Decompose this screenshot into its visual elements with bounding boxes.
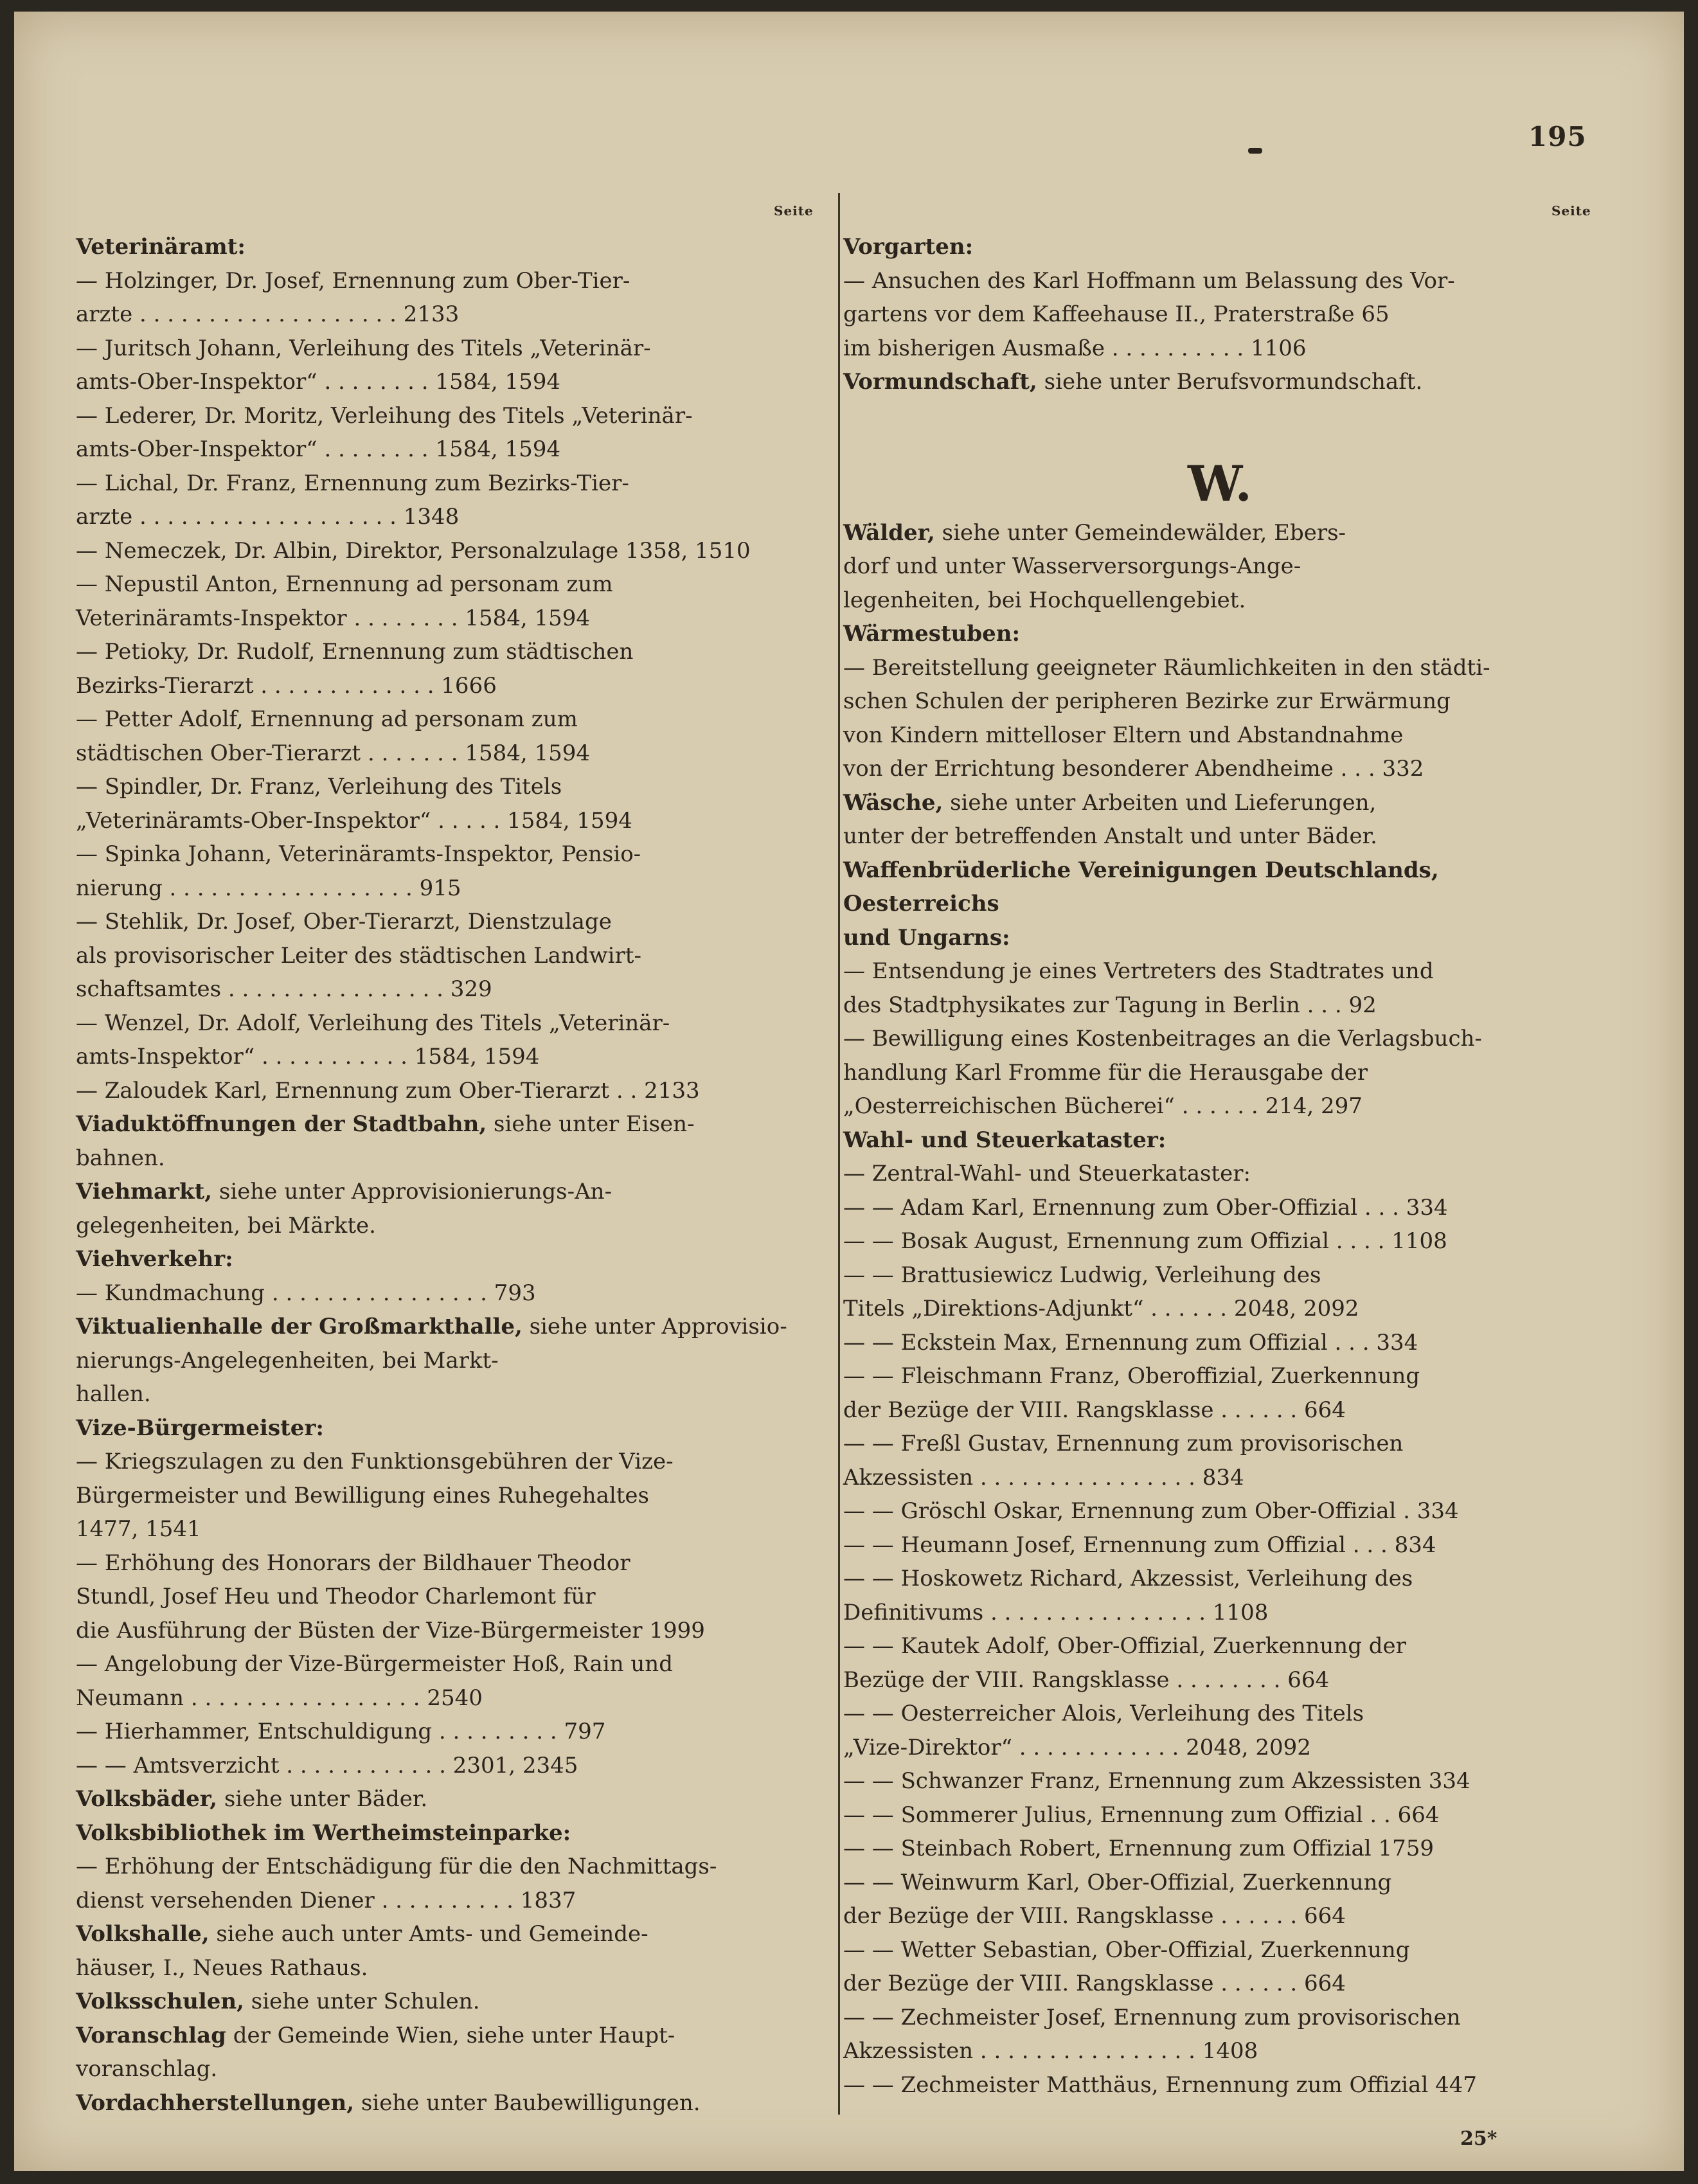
entry-lead: Viaduktöffnungen der Stadtbahn, <box>76 1111 487 1137</box>
index-line: — Hierhammer, Entschuldigung . . . . . . . . . 797 <box>76 1719 606 1744</box>
index-line: — — Hoskowetz Richard, Akzessist, Verleihung des <box>843 1566 1413 1591</box>
index-line: Viktualienhalle der Großmarkthalle, siehe unter Approvisio- <box>76 1314 787 1339</box>
index-line: — Petioky, Dr. Rudolf, Ernennung zum städtischen <box>76 639 634 665</box>
index-line: amts-Ober-Inspektor“ . . . . . . . . 1584, 1594 <box>76 436 561 462</box>
index-line: — — Amtsverzicht . . . . . . . . . . . . 2301, 2345 <box>76 1752 578 1778</box>
index-line: — — Brattusiewicz Ludwig, Verleihung des <box>843 1262 1321 1288</box>
index-line: 1477, 1541 <box>76 1516 201 1542</box>
index-heading: Wahl- und Steuerkataster: <box>843 1127 1166 1153</box>
index-line: Volksbäder, siehe unter Bäder. <box>76 1786 428 1812</box>
entry-lead: Vordachherstellungen, <box>76 2090 355 2116</box>
index-line: „Veterinäramts-Ober-Inspektor“ . . . . . 1584, 1594 <box>76 807 632 834</box>
index-line: im bisherigen Ausmaße . . . . . . . . . . 1106 <box>843 335 1307 361</box>
index-line: — — Steinbach Robert, Ernennung zum Offizial 1759 <box>843 1836 1434 1861</box>
index-line: — — Oesterreicher Alois, Verleihung des Titels <box>843 1701 1364 1726</box>
index-line: — Holzinger, Dr. Josef, Ernennung zum Ober-Tier- <box>76 267 630 294</box>
index-line: nierungs-Angelegenheiten, bei Markt- <box>76 1347 499 1374</box>
index-line: — — Heumann Josef, Ernennung zum Offizial . . . 834 <box>843 1532 1436 1558</box>
index-line: Bezüge der VIII. Rangsklasse . . . . . . . . 664 <box>843 1667 1330 1693</box>
index-line: Viaduktöffnungen der Stadtbahn, siehe unter Eisen- <box>76 1111 695 1137</box>
index-line: — — Zechmeister Josef, Ernennung zum provisorischen <box>843 2004 1461 2030</box>
index-line: unter der betreffenden Anstalt und unter Bäder. <box>843 823 1377 849</box>
index-line: schaftsamtes . . . . . . . . . . . . . . . . 329 <box>76 976 492 1002</box>
index-line: gelegenheiten, bei Märkte. <box>76 1212 376 1239</box>
index-line: Bezirks-Tierarzt . . . . . . . . . . . . . 1666 <box>76 672 497 699</box>
index-line: — — Sommerer Julius, Ernennung zum Offizial . . 664 <box>843 1802 1440 1828</box>
index-line: der Bezüge der VIII. Rangsklasse . . . . . . 664 <box>843 1397 1346 1423</box>
index-line: — — Weinwurm Karl, Ober-Offizial, Zuerkennung <box>843 1869 1392 1895</box>
index-line: des Stadtphysikates zur Tagung in Berlin . . . 92 <box>843 992 1377 1018</box>
index-line: Veterinäramts-Inspektor . . . . . . . . 1584, 1594 <box>76 605 591 631</box>
index-line: Neumann . . . . . . . . . . . . . . . . . 2540 <box>76 1685 483 1711</box>
index-line: — Zentral-Wahl- und Steuerkataster: <box>843 1161 1251 1186</box>
section-letter: W. <box>1188 454 1252 512</box>
index-line: amts-Inspektor“ . . . . . . . . . . . 1584, 1594 <box>76 1044 540 1070</box>
index-line: — — Schwanzer Franz, Ernennung zum Akzessisten 334 <box>843 1768 1470 1794</box>
index-heading: Veterinäramt: <box>76 234 246 260</box>
index-line: arzte . . . . . . . . . . . . . . . . . . . 1348 <box>76 504 460 530</box>
print-mark <box>1248 148 1262 154</box>
index-line: schen Schulen der peripheren Bezirke zur Erwärmung <box>843 688 1451 714</box>
entry-lead: Vormundschaft, <box>843 369 1037 395</box>
index-line: „Oesterreichischen Bücherei“ . . . . . . 214, 297 <box>843 1093 1363 1119</box>
page-number: 195 <box>1528 121 1587 152</box>
index-line: — Ansuchen des Karl Hoffmann um Belassung des Vor- <box>843 267 1455 294</box>
index-line: — — Bosak August, Ernennung zum Offizial . . . . 1108 <box>843 1228 1447 1254</box>
index-line: von der Errichtung besonderer Abendheime . . . 332 <box>843 756 1424 782</box>
index-heading: Wärmestuben: <box>843 621 1021 647</box>
index-line: — Kundmachung . . . . . . . . . . . . . . . . 793 <box>76 1280 536 1306</box>
document-page <box>14 12 1684 2171</box>
index-line: — — Adam Karl, Ernennung zum Ober-Offizial . . . 334 <box>843 1194 1448 1221</box>
index-line: — — Gröschl Oskar, Ernennung zum Ober-Offizial . 334 <box>843 1498 1459 1524</box>
index-heading: Vorgarten: <box>843 234 974 260</box>
index-heading: Waffenbrüderliche Vereinigungen Deutschlands, Oesterreichs <box>843 857 1439 917</box>
index-line: von Kindern mittelloser Eltern und Abstandnahme <box>843 722 1404 748</box>
index-line: — Kriegszulagen zu den Funktionsgebühren der Vize- <box>76 1449 674 1474</box>
right-column <box>843 230 1596 2102</box>
entry-lead: Volksbäder, <box>76 1786 218 1812</box>
index-line: nierung . . . . . . . . . . . . . . . . . . 915 <box>76 875 461 901</box>
index-line: als provisorischer Leiter des städtischen Landwirt- <box>76 942 641 969</box>
index-line: Stundl, Josef Heu und Theodor Charlemont für <box>76 1584 596 1609</box>
index-line: bahnen. <box>76 1145 165 1171</box>
entry-lead: Volksschulen, <box>76 1989 244 2014</box>
index-heading: Vize-Bürgermeister: <box>76 1415 324 1441</box>
left-column <box>76 230 827 2120</box>
index-heading: Viehverkehr: <box>76 1246 233 1272</box>
index-line: dorf und unter Wasserversorgungs-Ange- <box>843 553 1301 579</box>
index-line: — — Freßl Gustav, Ernennung zum provisorischen <box>843 1431 1404 1456</box>
index-line: Vordachherstellungen, siehe unter Baubewilligungen. <box>76 2090 701 2116</box>
index-line: — Lederer, Dr. Moritz, Verleihung des Titels „Veterinär- <box>76 402 693 429</box>
entry-lead: Voranschlag <box>76 2022 226 2048</box>
index-line: Voranschlag der Gemeinde Wien, siehe unter Haupt- <box>76 2022 675 2048</box>
index-line: Volkshalle, siehe auch unter Amts- und Gemeinde- <box>76 1921 648 1947</box>
index-line: städtischen Ober-Tierarzt . . . . . . . 1584, 1594 <box>76 740 590 766</box>
index-line: gartens vor dem Kaffeehause II., Praterstraße 65 <box>843 301 1390 327</box>
index-line: — Stehlik, Dr. Josef, Ober-Tierarzt, Dienstzulage <box>76 909 612 935</box>
index-line: — Bereitstellung geeigneter Räumlichkeiten in den städti- <box>843 654 1490 681</box>
column-divider <box>838 193 840 2115</box>
index-line: — — Zechmeister Matthäus, Ernennung zum Offizial 447 <box>843 2072 1478 2098</box>
index-line: Volksschulen, siehe unter Schulen. <box>76 1989 480 2014</box>
index-line: „Vize-Direktor“ . . . . . . . . . . . . 2048, 2092 <box>843 1734 1311 1760</box>
index-line: Wälder, siehe unter Gemeindewälder, Ebers- <box>843 519 1346 546</box>
signature-mark: 25* <box>1460 2127 1497 2150</box>
entry-lead: Volkshalle, <box>76 1921 210 1947</box>
index-line: Vormundschaft, siehe unter Berufsvormundschaft. <box>843 369 1423 395</box>
index-line: der Bezüge der VIII. Rangsklasse . . . . . . 664 <box>843 1903 1346 1929</box>
index-line: — Angelobung der Vize-Bürgermeister Hoß, Rain und <box>76 1651 673 1677</box>
index-line: Bürgermeister und Bewilligung eines Ruhegehaltes <box>76 1482 649 1508</box>
index-line: Akzessisten . . . . . . . . . . . . . . . . 1408 <box>843 2038 1258 2064</box>
index-line: — Erhöhung des Honorars der Bildhauer Theodor <box>76 1550 630 1576</box>
left-column-seite-label: Seite <box>774 203 814 219</box>
index-line: die Ausführung der Büsten der Vize-Bürgermeister 1999 <box>76 1617 705 1643</box>
index-line: — Spinka Johann, Veterinäramts-Inspektor, Pensio- <box>76 841 641 867</box>
index-heading: Volksbibliothek im Wertheimsteinparke: <box>76 1820 571 1846</box>
index-line: — Nepustil Anton, Ernennung ad personam zum <box>76 571 613 597</box>
right-column-seite-label: Seite <box>1551 203 1591 219</box>
index-line: amts-Ober-Inspektor“ . . . . . . . . 1584, 1594 <box>76 369 561 395</box>
index-line: — Juritsch Johann, Verleihung des Titels „Veterinär- <box>76 335 651 361</box>
index-line: handlung Karl Fromme für die Herausgabe der <box>843 1059 1368 1086</box>
index-line: Akzessisten . . . . . . . . . . . . . . . . 834 <box>843 1464 1244 1490</box>
index-heading: und Ungarns: <box>843 924 1010 951</box>
index-line: — Petter Adolf, Ernennung ad personam zum <box>76 706 578 732</box>
index-line: Wäsche, siehe unter Arbeiten und Lieferungen, <box>843 789 1377 816</box>
index-line: — — Kautek Adolf, Ober-Offizial, Zuerkennung der <box>843 1633 1406 1659</box>
index-line: Titels „Direktions-Adjunkt“ . . . . . . 2048, 2092 <box>843 1296 1359 1321</box>
index-line: — — Wetter Sebastian, Ober-Offizial, Zuerkennung <box>843 1937 1410 1963</box>
index-line: — Bewilligung eines Kostenbeitrages an die Verlagsbuch- <box>843 1026 1482 1052</box>
index-line: hallen. <box>76 1381 151 1407</box>
index-line: Definitivums . . . . . . . . . . . . . . . . 1108 <box>843 1599 1269 1625</box>
index-line: — Entsendung je eines Vertreters des Stadtrates und <box>843 958 1434 984</box>
index-line: der Bezüge der VIII. Rangsklasse . . . . . . 664 <box>843 1971 1346 1996</box>
index-line: häuser, I., Neues Rathaus. <box>76 1955 368 1981</box>
entry-lead: Viktualienhalle der Großmarkthalle, <box>76 1314 523 1339</box>
index-line: — Lichal, Dr. Franz, Ernennung zum Bezirks-Tier- <box>76 470 629 496</box>
index-line: — Wenzel, Dr. Adolf, Verleihung des Titels „Veterinär- <box>76 1010 670 1036</box>
index-line: — Erhöhung der Entschädigung für die den Nachmittags- <box>76 1854 717 1879</box>
index-line: voranschlag. <box>76 2056 218 2082</box>
entry-lead: Wälder, <box>843 519 935 546</box>
index-line: legenheiten, bei Hochquellengebiet. <box>843 587 1246 613</box>
entry-lead: Viehmarkt, <box>76 1179 213 1204</box>
index-line: — — Eckstein Max, Ernennung zum Offizial . . . 334 <box>843 1329 1418 1356</box>
index-line: arzte . . . . . . . . . . . . . . . . . . . 2133 <box>76 301 460 327</box>
index-line: — Nemeczek, Dr. Albin, Direktor, Personalzulage 1358, 1510 <box>76 537 751 564</box>
index-line: — Spindler, Dr. Franz, Verleihung des Titels <box>76 774 562 800</box>
index-line: dienst versehenden Diener . . . . . . . . . . 1837 <box>76 1887 576 1913</box>
index-line: — — Fleischmann Franz, Oberoffizial, Zuerkennung <box>843 1363 1420 1389</box>
index-line: Viehmarkt, siehe unter Approvisionierungs-An- <box>76 1179 612 1204</box>
index-line: — Zaloudek Karl, Ernennung zum Ober-Tierarzt . . 2133 <box>76 1077 700 1104</box>
entry-lead: Wäsche, <box>843 789 943 816</box>
